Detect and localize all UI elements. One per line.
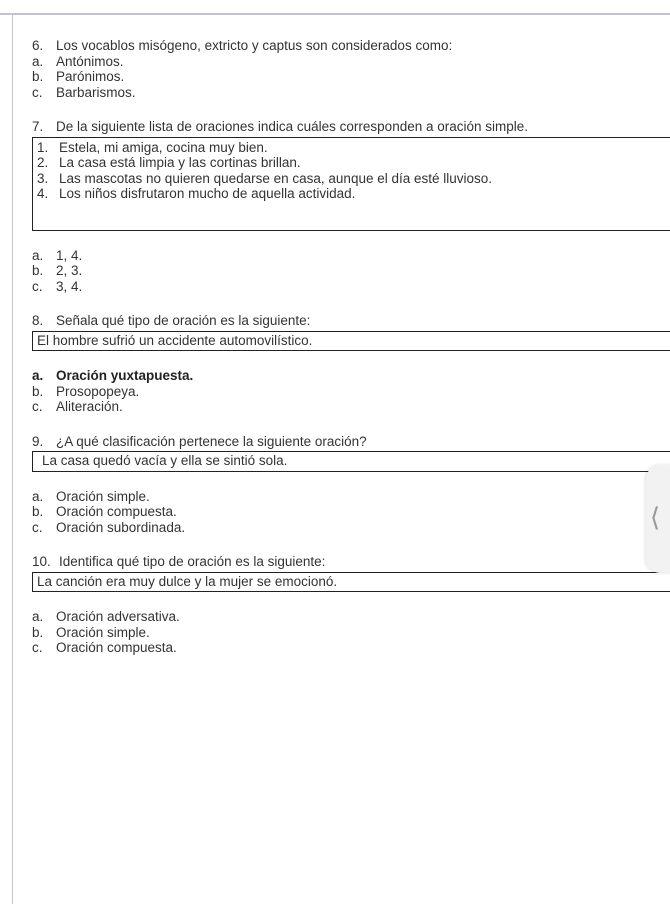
q7-option-b (32, 263, 670, 279)
question-6-number: 6. (32, 38, 44, 53)
option-letter: c. (32, 399, 43, 414)
top-border-rule (0, 13, 670, 15)
sentence-number: 4. (37, 186, 49, 201)
option-text: Oración compuesta. (56, 504, 177, 519)
left-margin-rule (12, 13, 13, 904)
option-letter: b. (32, 383, 44, 399)
q8-sentence: El hombre sufrió un accidente automovilístico. (37, 332, 313, 348)
option-text: Barbarismos. (56, 84, 136, 100)
q8-option-b (32, 384, 670, 400)
question-7-number: 7. (32, 119, 44, 134)
option-letter: b. (32, 69, 44, 84)
q10-option-b (32, 625, 670, 641)
option-letter: a. (32, 368, 44, 383)
option-letter: c. (32, 640, 43, 655)
question-9-text: ¿A qué clasificación pertenece la siguiente oración? (56, 433, 367, 449)
option-letter: a. (32, 53, 44, 69)
question-7-title (32, 119, 670, 135)
option-letter: a. (32, 488, 44, 504)
q6-option-b (32, 69, 670, 85)
q6-option-c (32, 85, 670, 101)
q9-sentence-box (32, 451, 670, 472)
option-letter: c. (32, 84, 43, 100)
question-9-number: 9. (32, 433, 44, 449)
chevron-left-icon[interactable]: ⟨ (650, 503, 661, 533)
question-10-title (32, 554, 670, 570)
question-10 (32, 554, 670, 656)
q7-sentence-3 (37, 171, 670, 187)
sentence-text: Los niños disfrutaron mucho de aquella actividad. (59, 186, 356, 201)
sentence-text: Estela, mi amiga, cocina muy bien. (59, 139, 268, 155)
question-6-title (32, 38, 670, 54)
q7-sentence-1 (37, 140, 670, 156)
option-text: Prosopopeya. (56, 383, 140, 399)
option-text: Aliteración. (56, 399, 123, 414)
q9-sentence: La casa quedó vacía y ella se sintió sola. (42, 453, 288, 468)
question-10-number: 10. (32, 554, 51, 569)
question-7 (32, 119, 670, 294)
option-text: Oración subordinada. (56, 519, 186, 535)
sentence-text: Las mascotas no quieren quedarse en casa, aunque el día esté lluvioso. (59, 170, 493, 186)
option-letter: b. (32, 263, 44, 278)
option-text: 1, 4. (56, 247, 83, 263)
q9-option-b (32, 504, 670, 520)
question-9-title (32, 434, 670, 450)
option-text: 2, 3. (56, 263, 83, 278)
q6-option-a (32, 54, 670, 70)
question-6-text: Los vocablos misógeno, extricto y captus son considerados como: (56, 38, 453, 53)
question-8-number: 8. (32, 313, 44, 328)
option-text: Oración compuesta. (56, 640, 177, 655)
question-8 (32, 313, 670, 415)
sentence-number: 2. (37, 155, 49, 170)
option-letter: b. (32, 504, 44, 519)
q8-sentence-box (32, 331, 670, 352)
worksheet-page (32, 38, 670, 656)
sentence-number: 1. (37, 139, 49, 155)
option-text: Oración simple. (56, 488, 150, 504)
option-text: Oración simple. (56, 624, 150, 640)
q10-option-a (32, 609, 670, 625)
option-text: Oración adversativa. (56, 609, 180, 624)
question-8-title (32, 313, 670, 329)
q10-sentence-box (32, 572, 670, 593)
q7-sentence-box (32, 137, 670, 231)
question-8-text: Señala qué tipo de oración es la siguiente: (56, 313, 311, 328)
option-text: Antónimos. (56, 53, 124, 69)
q7-sentence-4 (37, 186, 670, 202)
q7-option-c (32, 279, 670, 295)
q9-option-a (32, 489, 670, 505)
option-letter: c. (32, 519, 43, 535)
sentence-number: 3. (37, 170, 49, 186)
question-9 (32, 434, 670, 536)
option-letter: b. (32, 624, 44, 640)
q10-option-c (32, 640, 670, 656)
question-7-text: De la siguiente lista de oraciones indica cuáles corresponden a oración simple. (56, 119, 529, 134)
option-text: Oración yuxtapuesta. (56, 368, 194, 383)
q8-option-c (32, 399, 670, 415)
question-6 (32, 38, 670, 100)
option-text: Parónimos. (56, 69, 125, 84)
q9-option-c (32, 520, 670, 536)
q8-option-a (32, 368, 670, 384)
q10-sentence: La canción era muy dulce y la mujer se emocionó. (37, 573, 338, 589)
option-letter: c. (32, 278, 43, 294)
option-letter: a. (32, 609, 44, 624)
option-text: 3, 4. (56, 278, 83, 294)
sentence-text: La casa está limpia y las cortinas brillan. (59, 155, 301, 170)
option-letter: a. (32, 247, 44, 263)
q7-option-a (32, 248, 670, 264)
question-10-text: Identifica qué tipo de oración es la siguiente: (59, 554, 326, 569)
side-panel-handle[interactable] (646, 465, 670, 573)
q7-sentence-2 (37, 155, 670, 171)
